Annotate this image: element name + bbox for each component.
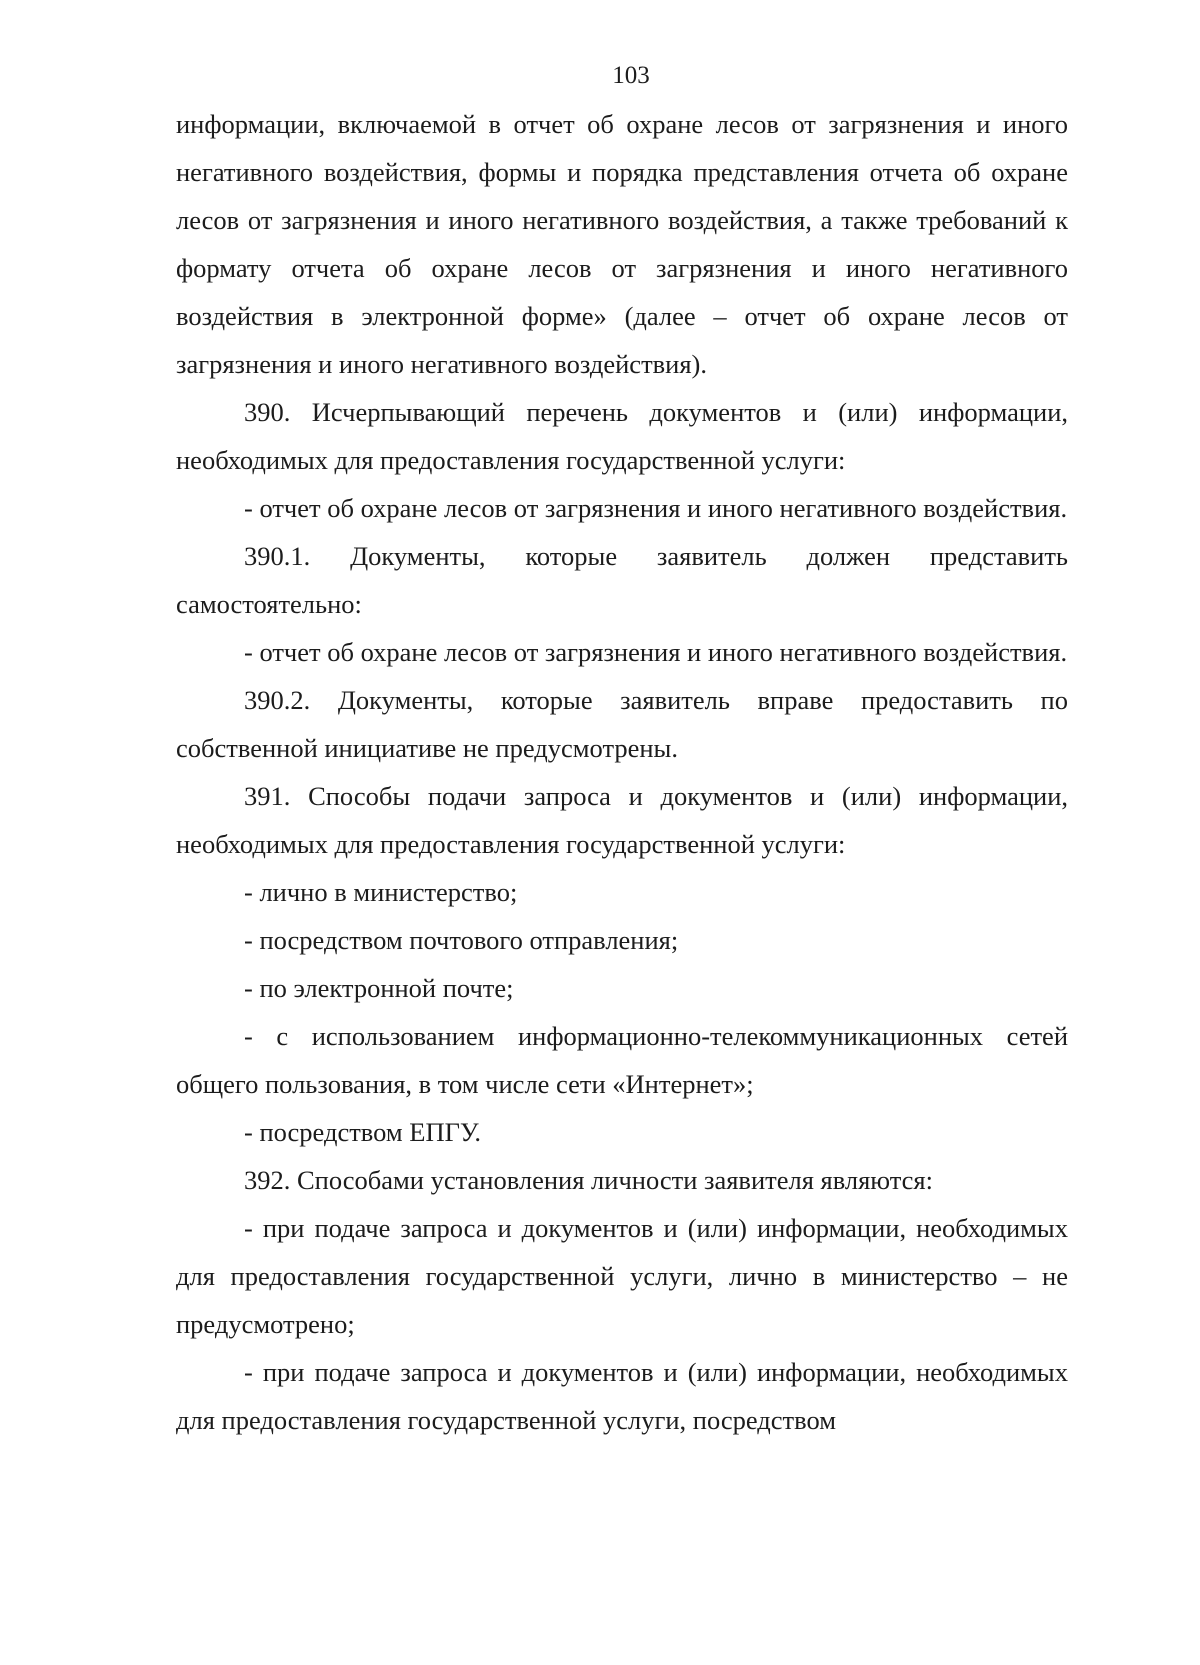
paragraph-390-2: 390.2. Документы, которые заявитель вправе предоставить по собственной инициативе не предусмотрены. [176,685,1068,763]
document-body [176,100,1068,1444]
list-item: - лично в министерство; [244,877,518,907]
paragraph-390: 390. Исчерпывающий перечень документов и (или) информации, необходимых для предоставления государственной услуги: [176,397,1068,475]
list-item: - отчет об охране лесов от загрязнения и иного негативного воздействия. [244,493,1068,523]
paragraph-392: 392. Способами установления личности заявителя являются: [244,1165,933,1195]
paragraph-390-1: 390.1. Документы, которые заявитель должен представить самостоятельно: [176,541,1068,619]
list-item: - при подаче запроса и документов и (или) информации, необходимых для предоставления государственной услуги, посредством [176,1357,1068,1435]
list-item: - по электронной почте; [244,973,514,1003]
list-item: - посредством почтового отправления; [244,925,679,955]
page-number: 103 [612,62,650,89]
list-item: - отчет об охране лесов от загрязнения и иного негативного воздействия. [244,637,1068,667]
list-item: - с использованием информационно-телекоммуникационных сетей общего пользования, в том числе сети «Интернет»; [176,1021,1068,1099]
list-item: - посредством ЕПГУ. [244,1117,481,1147]
list-item: - при подаче запроса и документов и (или) информации, необходимых для предоставления государственной услуги, лично в министерство – не предусмотрено; [176,1213,1068,1339]
paragraph-391: 391. Способы подачи запроса и документов и (или) информации, необходимых для предоставления государственной услуги: [176,781,1068,859]
paragraph-continuation: информации, включаемой в отчет об охране лесов от загрязнения и иного негативного воздействия, формы и порядка представления отчета об охране лесов от загрязнения и иного негативного воздействия, а также требований к формату отчета об охране лесов от загрязнения и иного негативного воздействия в электронной форме» (далее – отчет об охране лесов от загрязнения и иного негативного воздействия). [176,109,1068,379]
